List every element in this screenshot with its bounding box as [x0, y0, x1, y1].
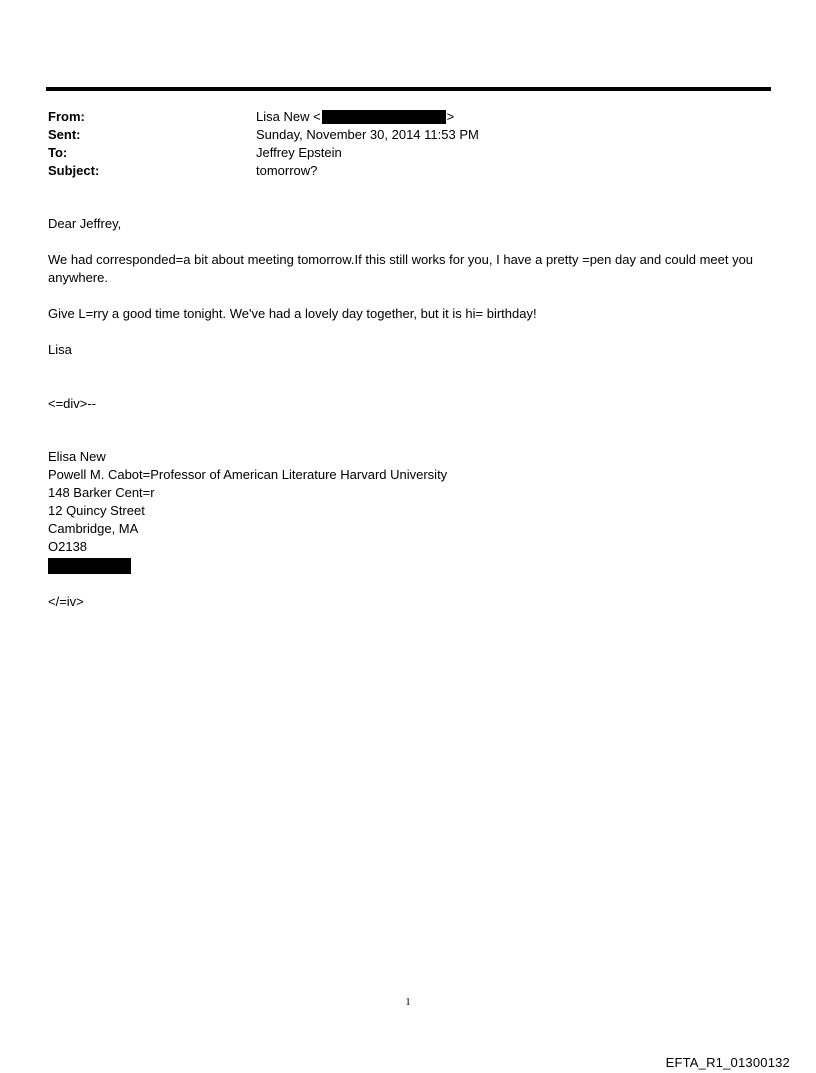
body-paragraph-2 [48, 305, 773, 323]
page-number: 1 [405, 996, 411, 1008]
signature-name: Elisa New [48, 449, 106, 464]
signature-block [48, 448, 773, 574]
redacted-email-block [322, 110, 446, 124]
body-paragraph-1 [48, 251, 773, 287]
header-divider [46, 87, 771, 91]
sent-row [48, 126, 479, 144]
redacted-phone-block [48, 558, 131, 574]
div-close-block [48, 593, 773, 611]
from-row [48, 108, 479, 126]
div-open-block [48, 395, 773, 413]
signature-address-2: 12 Quincy Street [48, 503, 145, 518]
email-header [48, 108, 479, 180]
greeting: Dear Jeffrey, [48, 216, 122, 231]
email-body [48, 215, 773, 233]
sign-off-block [48, 341, 773, 359]
from-value [256, 108, 454, 126]
paragraph-2-text: Give L=rry a good time tonight. We've had a lovely day together, but it is hi= birthday! [48, 306, 537, 321]
signature-zip: O2138 [48, 539, 88, 554]
sent-label: Sent: [48, 127, 81, 142]
subject-value: tomorrow? [256, 163, 318, 178]
div-close-text: </=iv> [48, 594, 84, 609]
to-value: Jeffrey Epstein [256, 145, 342, 160]
subject-row [48, 162, 479, 180]
document-id: EFTA_R1_01300132 [665, 1055, 790, 1070]
signature-address-1: 148 Barker Cent=r [48, 485, 155, 500]
to-row [48, 144, 479, 162]
sign-off: Lisa [48, 342, 72, 357]
from-name: Lisa New < [256, 109, 321, 124]
signature-city: Cambridge, MA [48, 521, 139, 536]
from-label: From: [48, 109, 85, 124]
div-open-text: <=div>-- [48, 396, 97, 411]
to-label: To: [48, 145, 68, 160]
sent-value: Sunday, November 30, 2014 11:53 PM [256, 127, 479, 142]
subject-label: Subject: [48, 163, 100, 178]
paragraph-1-text: We had corresponded=a bit about meeting tomorrow.If this still works for you, I have a pretty =pen day and could meet you anywhere. [48, 252, 757, 285]
from-suffix: > [446, 109, 455, 124]
signature-title: Powell M. Cabot=Professor of American Literature Harvard University [48, 467, 448, 482]
